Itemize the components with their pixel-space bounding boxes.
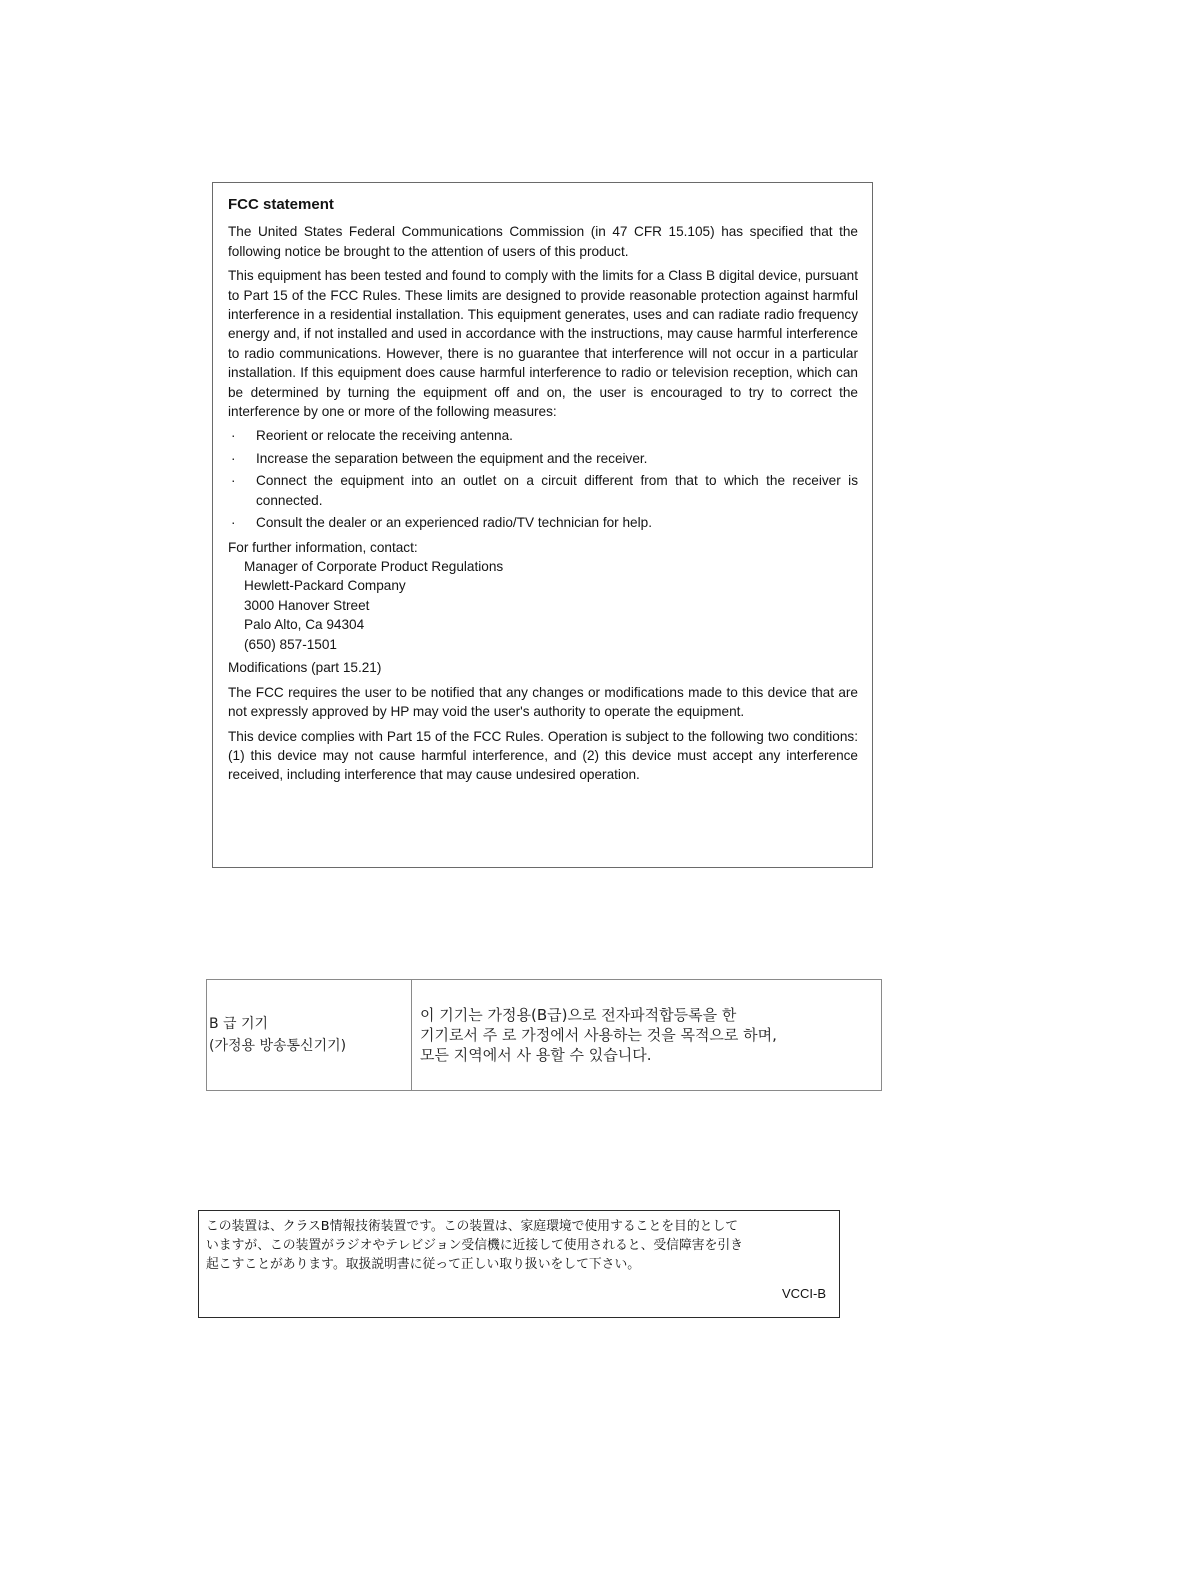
- contact-line: Hewlett-Packard Company: [244, 578, 406, 594]
- japanese-notice-line: いますが、この装置がラジオやテレビジョン受信機に近接して使用されると、受信障害を引き: [206, 1238, 743, 1253]
- korean-notice-cell: [412, 980, 882, 1091]
- japanese-notice-line: この装置は、クラスB情報技術装置です。この装置は、家庭環境で使用することを目的として: [206, 1219, 739, 1234]
- modifications-paragraph: The FCC requires the user to be notified that any changes or modifications made to this device that are not expressly approved by HP may void the user's authority to operate the equipment.: [228, 684, 858, 720]
- contact-line: Palo Alto, Ca 94304: [244, 617, 365, 633]
- korean-notice-line: 이 기기는 가정용(B급)으로 전자파적합등록을 한: [420, 1006, 737, 1024]
- japanese-notice-line: 起こすことがあります。取扱説明書に従って正しい取り扱いをして下さい。: [206, 1257, 641, 1272]
- fcc-body-paragraph: This equipment has been tested and found to comply with the limits for a Class B digital device, pursuant to Part 15 of the FCC Rules. These limits are designed to provide reasonable protection against harmful interference in a residential installation. This equipment generates, uses and can radiate radio frequency energy and, if not installed and used in accordance with the instructions, may cause harmful interference to radio communications. However, there is no guarantee that interference will not occur in a particular installation. If this equipment does cause harmful interference to radio or television reception, which can be determined by turning the equipment off and on, the user is encouraged to try to correct the interference by one or more of the following measures:: [228, 268, 858, 420]
- contact-line: Manager of Corporate Product Regulations: [244, 558, 504, 574]
- korean-class-b-table: [206, 979, 882, 1091]
- compliance-paragraph: This device complies with Part 15 of the FCC Rules. Operation is subject to the following two conditions: (1) this device may not cause harmful interference, and (2) this device must accept any interference received, including interference that may cause undesired operation.: [228, 728, 858, 783]
- korean-notice-line: 모든 지역에서 사 용할 수 있습니다.: [420, 1046, 652, 1064]
- japanese-vcci-box: [198, 1210, 840, 1318]
- vcci-code: VCCI-B: [781, 1286, 826, 1301]
- contact-intro: For further information, contact:: [228, 539, 418, 555]
- modifications-heading: Modifications (part 15.21): [228, 660, 382, 676]
- contact-line: 3000 Hanover Street: [244, 597, 370, 613]
- korean-notice-line: 기기로서 주 로 가정에서 사용하는 것을 목적으로 하며,: [420, 1026, 777, 1044]
- list-item: · Consult the dealer or an experienced radio/TV technician for help.: [228, 513, 858, 532]
- korean-class-label: B 급 기기: [209, 1016, 269, 1032]
- fcc-statement-box: [212, 182, 873, 868]
- fcc-measures-list: [228, 426, 858, 532]
- korean-class-label-cell: [207, 980, 412, 1091]
- fcc-intro-paragraph: The United States Federal Communications Commission (in 47 CFR 15.105) has specified that the following notice be brought to the attention of users of this product.: [228, 224, 858, 259]
- fcc-title: FCC statement: [228, 196, 334, 213]
- list-item: · Reorient or relocate the receiving antenna.: [228, 426, 858, 445]
- contact-address: [228, 557, 858, 655]
- contact-line: (650) 857-1501: [244, 636, 337, 652]
- list-item: · Increase the separation between the equipment and the receiver.: [228, 449, 858, 468]
- list-item: · Connect the equipment into an outlet on a circuit different from that to which the receiver is connected.: [228, 471, 858, 510]
- korean-class-sublabel: (가정용 방송통신기기): [209, 1038, 347, 1054]
